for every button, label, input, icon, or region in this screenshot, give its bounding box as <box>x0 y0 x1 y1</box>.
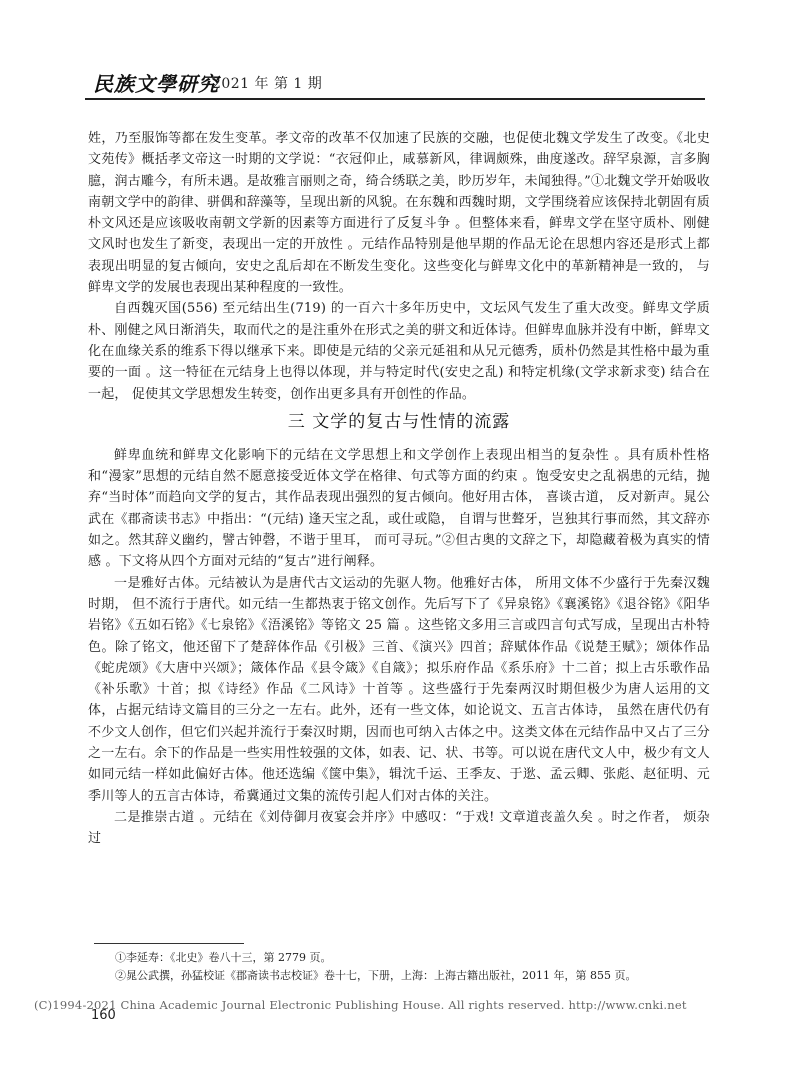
copyright-watermark: (C)1994-2021 China Academic Journal Electronic Publishing House. All rights reserved. http://www.cnki.net <box>34 998 687 1012</box>
article-body <box>88 128 710 850</box>
footnote-2: ②晁公武撰，孙猛校证《郡斋读书志校证》卷十七，下册，上海：上海古籍出版社，2011 年，第 855 页。 <box>115 969 637 982</box>
footnotes <box>115 949 705 985</box>
paragraph-4: 一是雅好古体。元结被认为是唐代古文运动的先驱人物。他雅好古体， 所用文体不少盛行于先秦汉魏时期， 但不流行于唐代。如元结一生都热衷于铭文创作。先后写下了《异泉铭》《襄溪铭》《退谷铭》《阳华岩铭》《五如石铭》《七泉铭》《浯溪铭》等铭文 25 篇 。这些铭文多用三言或四言句式写成，呈现出古朴特色。除了铭文，他还留下了楚辞体作品《引极》三首、《演兴》四首；辞赋体作品《说楚王赋》；颂体作品《蛇虎颂》《大唐中兴颂》；箴体作品《县令箴》《自箴》；拟乐府作品《系乐府》十二首；拟上古乐歌作品《补乐歌》十首；拟《诗经》作品《二风诗》十首等 。这些盛行于先秦两汉时期但极少为唐人运用的文体，占据元结诗文篇目的三分之一左右。此外，还有一些文体，如论说文、五言古体诗， 虽然在唐代仍有不少文人创作，但它们兴起并流行于秦汉时期，因而也可纳入古体之中。这类文体在元结作品中又占了三分之一左右。余下的作品是一些实用性较强的文体，如表、记、状、书等。可以说在唐代文人中，极少有文人如同元结一样如此偏好古体。他还选编《箧中集》，辑沈千运、王季友、于逖、孟云卿、张彪、赵征明、元季川等人的五言古体诗，希冀通过文集的流传引起人们对古体的关注。 <box>88 575 710 804</box>
header-rule <box>85 98 705 100</box>
issue-label: ·2021 年 第 1 期 <box>207 76 323 92</box>
paragraph-2: 自西魏灭国(556) 至元结出生(719) 的一百六十多年历史中，文坛风气发生了重大改变。鲜卑文学质朴、刚健之风日渐消失，取而代之的是注重外在形式之美的骈文和近体诗。但鲜卑血脉并没有中断，鲜卑文化在血缘关系的维系下得以继承下来。即使是元结的父亲元延祖和从兄元德秀，质朴仍然是其性格中最为重要的一面 。这一特征在元结身上也得以体现，并与特定时代(安史之乱) 和特定机缘(文学求新求变) 结合在一起， 促使其文学思想发生转变，创作出更多具有开创性的作品。 <box>88 301 710 402</box>
section-title: 三 文学的复古与性情的流露 <box>287 411 511 432</box>
paragraph-3: 鲜卑血统和鲜卑文化影响下的元结在文学思想上和文学创作上表现出相当的复杂性 。具有质朴性格和“漫家”思想的元结自然不愿意接受近体文学在格律、句式等方面的约束 。饱受安史之乱祸患的元结，抛弃“当时体”而趋向文学的复古，其作品表现出强烈的复古倾向。他好用古体， 喜谈古道， 反对新声。晁公武在《郡斋读书志》中指出：“(元结) 逢天宝之乱，或仕或隐， 自谓与世聱牙，岂独其行事而然，其文辞亦如之。然其辞义幽约，譬古钟磬，不谐于里耳， 而可寻玩。”②但古奥的文辞之下，却隐藏着极为真实的情感 。下文将从四个方面对元结的“复古”进行阐释。 <box>88 447 710 570</box>
footnote-rule <box>94 943 244 944</box>
running-header <box>85 64 705 96</box>
paragraph-5: 二是推崇古道 。元结在《刘侍御月夜宴会并序》中感叹：“于戏! 文章道丧盖久矣 。时之作者， 烦杂过 <box>88 809 710 847</box>
page-number: 160 <box>91 1008 116 1023</box>
footnote-1: ①李延寿：《北史》卷八十三，第 2779 页。 <box>115 951 332 964</box>
paragraph-1: 姓，乃至服饰等都在发生变革。孝文帝的改革不仅加速了民族的交融，也促使北魏文学发生了改变。《北史文苑传》概括孝文帝这一时期的文学说：“衣冠仰止，咸慕新风，律调颇殊，曲度遂改。辞罕泉源，言多胸臆，润古雕今，有所未遇。是故雅言丽则之奇，绮合绣联之美，眇历岁年，未闻独得。”①北魏文学开始吸收南朝文学中的韵律、骈偶和辞藻等，呈现出新的风貌。在东魏和西魏时期，文学围绕着应该保持北朝固有质朴文风还是应该吸收南朝文学新的因素等方面进行了反复斗争 。但整体来看，鲜卑文学在坚守质朴、刚健文风时也发生了新变，表现出一定的开放性 。元结作品特别是他早期的作品无论在思想内容还是形式上都表现出明显的复古倾向，安史之乱后却在不断发生变化。这些变化与鲜卑文化中的革新精神是一致的， 与鲜卑文学的发展也表现出某种程度的一致性。 <box>88 131 710 296</box>
journal-logo: 民族文學研究 <box>93 72 219 96</box>
